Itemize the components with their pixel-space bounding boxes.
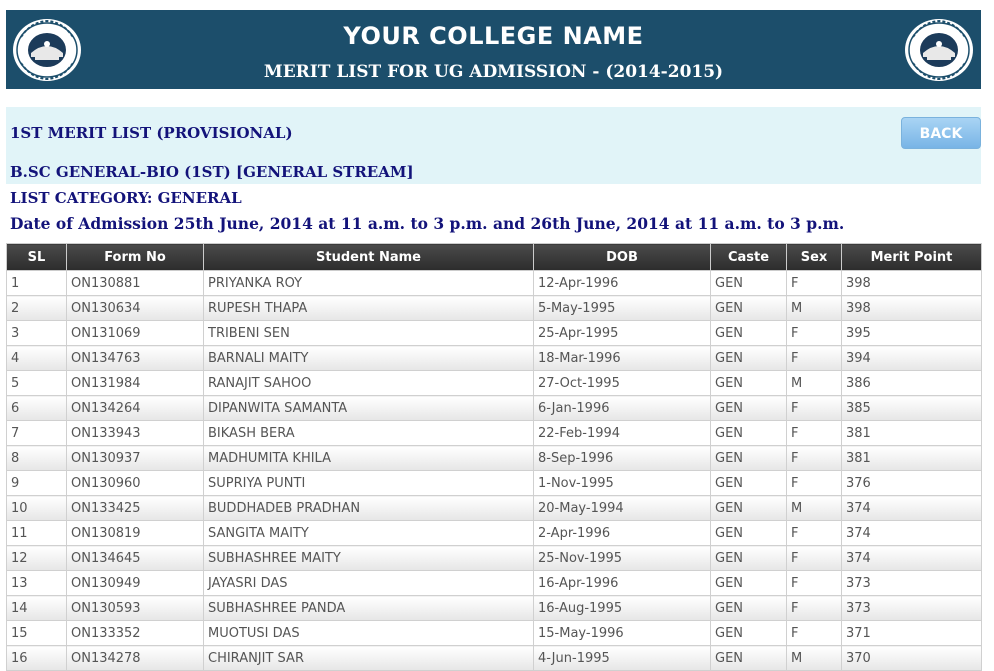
page-subtitle: MERIT LIST FOR UG ADMISSION - (2014-2015) xyxy=(263,62,724,82)
table-row xyxy=(7,546,982,571)
merit-point-cell: 381 xyxy=(842,446,982,471)
merit-point-cell: 373 xyxy=(842,571,982,596)
column-header-sex[interactable]: Sex xyxy=(787,244,842,271)
caste-cell: GEN xyxy=(711,396,787,421)
dob-cell: 16-Apr-1996 xyxy=(534,571,711,596)
caste-cell: GEN xyxy=(711,346,787,371)
form-no-cell: ON133425 xyxy=(67,496,204,521)
form-no-cell: ON130819 xyxy=(67,521,204,546)
sl-cell: 8 xyxy=(7,446,67,471)
sex-cell: M xyxy=(787,496,842,521)
sex-cell: F xyxy=(787,346,842,371)
student-name-cell: DIPANWITA SAMANTA xyxy=(204,396,534,421)
sex-cell: F xyxy=(787,396,842,421)
dob-cell: 1-Nov-1995 xyxy=(534,471,711,496)
student-name-cell: RUPESH THAPA xyxy=(204,296,534,321)
sex-cell: M xyxy=(787,646,842,671)
column-header-sl[interactable]: SL xyxy=(7,244,67,271)
merit-point-cell: 370 xyxy=(842,646,982,671)
dob-cell: 4-Jun-1995 xyxy=(534,646,711,671)
caste-cell: GEN xyxy=(711,646,787,671)
dob-cell: 22-Feb-1994 xyxy=(534,421,711,446)
sl-cell: 1 xyxy=(7,271,67,296)
student-name-cell: SUBHASHREE MAITY xyxy=(204,546,534,571)
table-header-row xyxy=(7,244,982,271)
dob-cell: 20-May-1994 xyxy=(534,496,711,521)
table-row xyxy=(7,521,982,546)
caste-cell: GEN xyxy=(711,571,787,596)
merit-point-cell: 374 xyxy=(842,546,982,571)
sex-cell: F xyxy=(787,521,842,546)
sl-cell: 3 xyxy=(7,321,67,346)
table-row xyxy=(7,421,982,446)
table-row xyxy=(7,396,982,421)
caste-cell: GEN xyxy=(711,546,787,571)
merit-list-title: 1ST MERIT LIST (PROVISIONAL) xyxy=(10,124,293,142)
caste-cell: GEN xyxy=(711,496,787,521)
student-name-cell: BIKASH BERA xyxy=(204,421,534,446)
sl-cell: 16 xyxy=(7,646,67,671)
form-no-cell: ON131984 xyxy=(67,371,204,396)
sl-cell: 10 xyxy=(7,496,67,521)
table-row xyxy=(7,446,982,471)
merit-point-cell: 374 xyxy=(842,521,982,546)
student-name-cell: SUPRIYA PUNTI xyxy=(204,471,534,496)
form-no-cell: ON130593 xyxy=(67,596,204,621)
sex-cell: M xyxy=(787,371,842,396)
column-header-caste[interactable]: Caste xyxy=(711,244,787,271)
merit-point-cell: 398 xyxy=(842,296,982,321)
table-row xyxy=(7,596,982,621)
college-name: YOUR COLLEGE NAME xyxy=(343,22,644,50)
sex-cell: F xyxy=(787,546,842,571)
sex-cell: F xyxy=(787,271,842,296)
dob-cell: 16-Aug-1995 xyxy=(534,596,711,621)
merit-point-cell: 398 xyxy=(842,271,982,296)
student-name-cell: PRIYANKA ROY xyxy=(204,271,534,296)
dob-cell: 15-May-1996 xyxy=(534,621,711,646)
sex-cell: F xyxy=(787,571,842,596)
form-no-cell: ON130949 xyxy=(67,571,204,596)
dob-cell: 2-Apr-1996 xyxy=(534,521,711,546)
merit-point-cell: 371 xyxy=(842,621,982,646)
caste-cell: GEN xyxy=(711,371,787,396)
merit-point-cell: 385 xyxy=(842,396,982,421)
merit-table xyxy=(6,243,982,671)
column-header-merit-point[interactable]: Merit Point xyxy=(842,244,982,271)
sex-cell: F xyxy=(787,421,842,446)
sl-cell: 11 xyxy=(7,521,67,546)
college-emblem-icon xyxy=(903,17,975,83)
dob-cell: 5-May-1995 xyxy=(534,296,711,321)
dob-cell: 18-Mar-1996 xyxy=(534,346,711,371)
table-row xyxy=(7,271,982,296)
sl-cell: 7 xyxy=(7,421,67,446)
table-body xyxy=(7,271,982,671)
dob-cell: 12-Apr-1996 xyxy=(534,271,711,296)
list-category: LIST CATEGORY: GENERAL xyxy=(10,189,242,207)
form-no-cell: ON134645 xyxy=(67,546,204,571)
table-row xyxy=(7,571,982,596)
back-button[interactable]: BACK xyxy=(901,117,981,149)
student-name-cell: SUBHASHREE PANDA xyxy=(204,596,534,621)
dob-cell: 25-Apr-1995 xyxy=(534,321,711,346)
form-no-cell: ON133943 xyxy=(67,421,204,446)
caste-cell: GEN xyxy=(711,621,787,646)
merit-point-cell: 381 xyxy=(842,421,982,446)
student-name-cell: RANAJIT SAHOO xyxy=(204,371,534,396)
sl-cell: 14 xyxy=(7,596,67,621)
form-no-cell: ON130960 xyxy=(67,471,204,496)
table-row xyxy=(7,646,982,671)
column-header-dob[interactable]: DOB xyxy=(534,244,711,271)
merit-point-cell: 374 xyxy=(842,496,982,521)
sex-cell: F xyxy=(787,596,842,621)
sl-cell: 13 xyxy=(7,571,67,596)
sex-cell: F xyxy=(787,621,842,646)
dob-cell: 8-Sep-1996 xyxy=(534,446,711,471)
form-no-cell: ON134763 xyxy=(67,346,204,371)
sex-cell: F xyxy=(787,471,842,496)
form-no-cell: ON131069 xyxy=(67,321,204,346)
table-row xyxy=(7,621,982,646)
form-no-cell: ON130634 xyxy=(67,296,204,321)
caste-cell: GEN xyxy=(711,446,787,471)
admission-date: Date of Admission 25th June, 2014 at 11 a.m. to 3 p.m. and 26th June, 2014 at 11 a.m. to 3 p.m. xyxy=(10,214,845,233)
course-name: B.SC GENERAL-BIO (1ST) [GENERAL STREAM] xyxy=(10,163,414,181)
form-no-cell: ON130881 xyxy=(67,271,204,296)
sl-cell: 4 xyxy=(7,346,67,371)
caste-cell: GEN xyxy=(711,421,787,446)
sex-cell: F xyxy=(787,446,842,471)
caste-cell: GEN xyxy=(711,271,787,296)
caste-cell: GEN xyxy=(711,596,787,621)
dob-cell: 6-Jan-1996 xyxy=(534,396,711,421)
student-name-cell: BUDDHADEB PRADHAN xyxy=(204,496,534,521)
sl-cell: 2 xyxy=(7,296,67,321)
merit-point-cell: 386 xyxy=(842,371,982,396)
column-header-student-name[interactable]: Student Name xyxy=(204,244,534,271)
sl-cell: 15 xyxy=(7,621,67,646)
table-row xyxy=(7,296,982,321)
merit-point-cell: 394 xyxy=(842,346,982,371)
column-header-form-no[interactable]: Form No xyxy=(67,244,204,271)
merit-point-cell: 373 xyxy=(842,596,982,621)
student-name-cell: CHIRANJIT SAR xyxy=(204,646,534,671)
dob-cell: 27-Oct-1995 xyxy=(534,371,711,396)
table-row xyxy=(7,321,982,346)
form-no-cell: ON134264 xyxy=(67,396,204,421)
page-header xyxy=(6,10,981,89)
sl-cell: 6 xyxy=(7,396,67,421)
sl-cell: 9 xyxy=(7,471,67,496)
table-row xyxy=(7,346,982,371)
student-name-cell: MADHUMITA KHILA xyxy=(204,446,534,471)
dob-cell: 25-Nov-1995 xyxy=(534,546,711,571)
sex-cell: F xyxy=(787,321,842,346)
sl-cell: 12 xyxy=(7,546,67,571)
student-name-cell: TRIBENI SEN xyxy=(204,321,534,346)
student-name-cell: BARNALI MAITY xyxy=(204,346,534,371)
table-row xyxy=(7,496,982,521)
student-name-cell: MUOTUSI DAS xyxy=(204,621,534,646)
sl-cell: 5 xyxy=(7,371,67,396)
caste-cell: GEN xyxy=(711,521,787,546)
form-no-cell: ON134278 xyxy=(67,646,204,671)
caste-cell: GEN xyxy=(711,321,787,346)
merit-point-cell: 376 xyxy=(842,471,982,496)
sex-cell: M xyxy=(787,296,842,321)
caste-cell: GEN xyxy=(711,471,787,496)
form-no-cell: ON133352 xyxy=(67,621,204,646)
table-row xyxy=(7,471,982,496)
form-no-cell: ON130937 xyxy=(67,446,204,471)
merit-point-cell: 395 xyxy=(842,321,982,346)
table-row xyxy=(7,371,982,396)
student-name-cell: JAYASRI DAS xyxy=(204,571,534,596)
caste-cell: GEN xyxy=(711,296,787,321)
student-name-cell: SANGITA MAITY xyxy=(204,521,534,546)
